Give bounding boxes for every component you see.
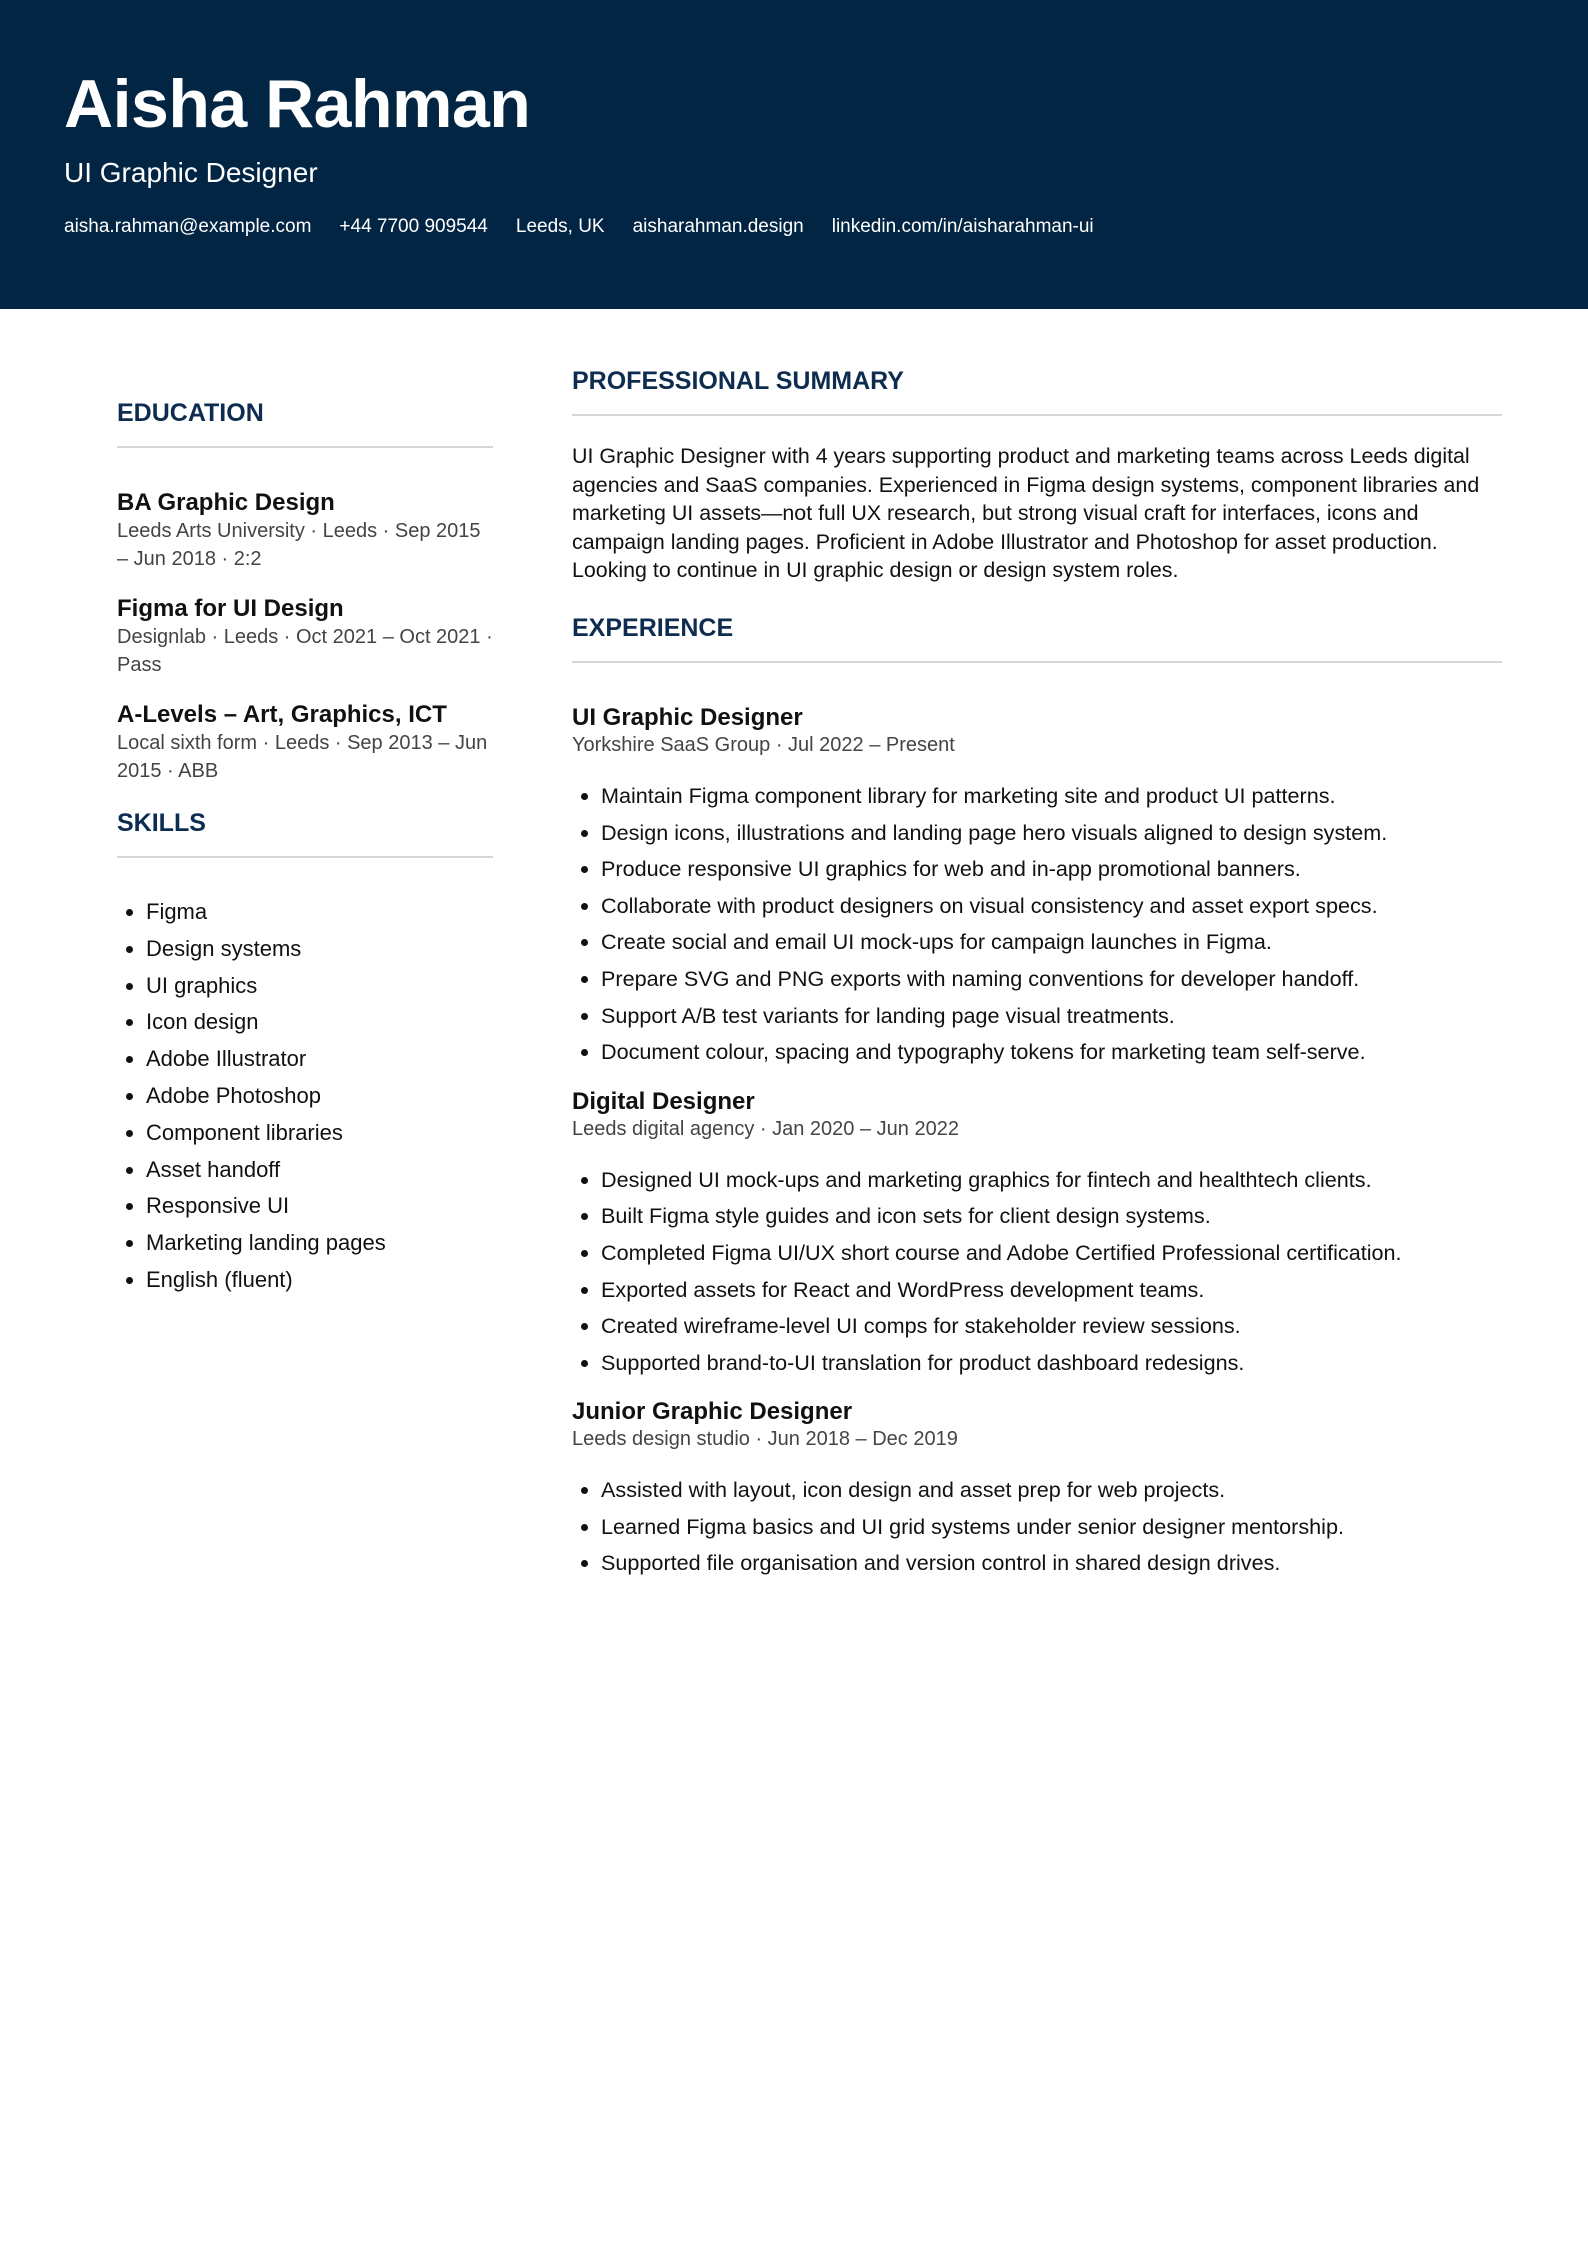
- job-bullets: [572, 778, 1502, 1071]
- job-entry: [572, 1087, 1502, 1382]
- job-meta: Yorkshire SaaS Group · Jul 2022 – Present: [572, 733, 955, 756]
- contact-linkedin[interactable]: linkedin.com/in/aisharahman-ui: [831, 216, 1094, 237]
- job-bullet: • Produce responsive UI graphics for web and in-app promotional banners.: [601, 851, 1502, 888]
- job-bullet: • Create social and email UI mock-ups for campaign launches in Figma.: [601, 924, 1502, 961]
- education-heading: EDUCATION: [117, 396, 493, 448]
- contact-website[interactable]: aisharahman.design: [632, 216, 804, 237]
- education-item: [117, 594, 493, 679]
- job-meta: Leeds digital agency · Jan 2020 – Jun 2022: [572, 1117, 959, 1140]
- job-title: Digital Designer: [572, 1087, 755, 1115]
- job-entry: [572, 1397, 1502, 1582]
- job-bullet: • Design icons, illustrations and landing page hero visuals aligned to design system.: [601, 815, 1502, 852]
- education-item: [117, 700, 493, 785]
- job-meta: Leeds design studio · Jun 2018 – Dec 2019: [572, 1428, 958, 1451]
- skill-item: • Design systems: [146, 931, 493, 968]
- contact-location: Leeds, UK: [515, 216, 605, 237]
- job-bullets: [572, 1472, 1502, 1582]
- skill-item: • Component libraries: [146, 1115, 493, 1152]
- job-bullet: • Document colour, spacing and typography tokens for marketing team self-serve.: [601, 1034, 1502, 1071]
- job-bullet: • Prepare SVG and PNG exports with naming conventions for developer handoff.: [601, 961, 1502, 998]
- education-meta: Designlab · Leeds · Oct 2021 – Oct 2021 · Pass: [117, 626, 493, 676]
- job-bullet: • Created wireframe-level UI comps for stakeholder review sessions.: [601, 1308, 1502, 1345]
- skill-item: • Figma: [146, 894, 493, 931]
- experience-heading: EXPERIENCE: [572, 611, 1502, 663]
- job-entry: [572, 703, 1502, 1071]
- skills-list: [117, 894, 493, 1299]
- education-meta: Leeds Arts University · Leeds · Sep 2015 – Jun 2018 · 2:2: [117, 520, 481, 570]
- job-bullet: • Collaborate with product designers on visual consistency and asset export specs.: [601, 888, 1502, 925]
- job-title: UI Graphic Designer: [572, 703, 803, 731]
- job-bullet: • Completed Figma UI/UX short course and Adobe Certified Professional certification.: [601, 1235, 1502, 1272]
- skill-item: • Responsive UI: [146, 1188, 493, 1225]
- skill-item: • UI graphics: [146, 968, 493, 1005]
- skill-item: • Asset handoff: [146, 1152, 493, 1189]
- job-bullets: [572, 1162, 1502, 1382]
- job-title: Junior Graphic Designer: [572, 1398, 853, 1426]
- skill-item: • Icon design: [146, 1004, 493, 1041]
- education-item: [117, 488, 493, 573]
- summary-text: UI Graphic Designer with 4 years supporting product and marketing teams across Leeds digital agencies and SaaS companies. Experienced in Figma design systems, component libraries and marketing UI assets—not full UX research, but strong visual craft for interfaces, icons and campaign landing pages. Proficient in Adobe Illustrator and Photoshop for asset production. Looking to continue in UI graphic design or design system roles.: [572, 444, 1480, 583]
- resume-header: [0, 0, 1588, 309]
- education-name: A-Levels – Art, Graphics, ICT: [117, 701, 447, 728]
- skill-item: • English (fluent): [146, 1262, 493, 1299]
- skill-item: • Adobe Photoshop: [146, 1078, 493, 1115]
- contact-phone[interactable]: +44 7700 909544: [339, 216, 488, 237]
- skill-item: • Adobe Illustrator: [146, 1041, 493, 1078]
- right-column: [572, 364, 1502, 1598]
- candidate-title: UI Graphic Designer: [64, 157, 318, 188]
- job-bullet: • Support A/B test variants for landing page visual treatments.: [601, 998, 1502, 1035]
- job-bullet: • Exported assets for React and WordPress development teams.: [601, 1272, 1502, 1309]
- education-name: Figma for UI Design: [117, 595, 344, 622]
- left-column: [117, 396, 493, 1299]
- skill-item: • Marketing landing pages: [146, 1225, 493, 1262]
- job-bullet: • Supported brand-to-UI translation for product dashboard redesigns.: [601, 1345, 1502, 1382]
- education-meta: Local sixth form · Leeds · Sep 2013 – Jun 2015 · ABB: [117, 732, 488, 782]
- summary-heading: PROFESSIONAL SUMMARY: [572, 364, 1502, 416]
- candidate-name: Aisha Rahman: [64, 66, 531, 142]
- contact-row: [64, 214, 1094, 240]
- job-bullet: • Maintain Figma component library for marketing site and product UI patterns.: [601, 778, 1502, 815]
- education-list: [117, 488, 493, 785]
- skills-heading: SKILLS: [117, 806, 493, 858]
- job-bullet: • Learned Figma basics and UI grid systems under senior designer mentorship.: [601, 1509, 1502, 1546]
- job-bullet: • Built Figma style guides and icon sets for client design systems.: [601, 1198, 1502, 1235]
- job-bullet: • Designed UI mock-ups and marketing graphics for fintech and healthtech clients.: [601, 1162, 1502, 1199]
- job-bullet: • Supported file organisation and version control in shared design drives.: [601, 1545, 1502, 1582]
- contact-email[interactable]: aisha.rahman@example.com: [64, 216, 312, 237]
- education-name: BA Graphic Design: [117, 489, 335, 516]
- experience-list: [572, 703, 1502, 1582]
- job-bullet: • Assisted with layout, icon design and asset prep for web projects.: [601, 1472, 1502, 1509]
